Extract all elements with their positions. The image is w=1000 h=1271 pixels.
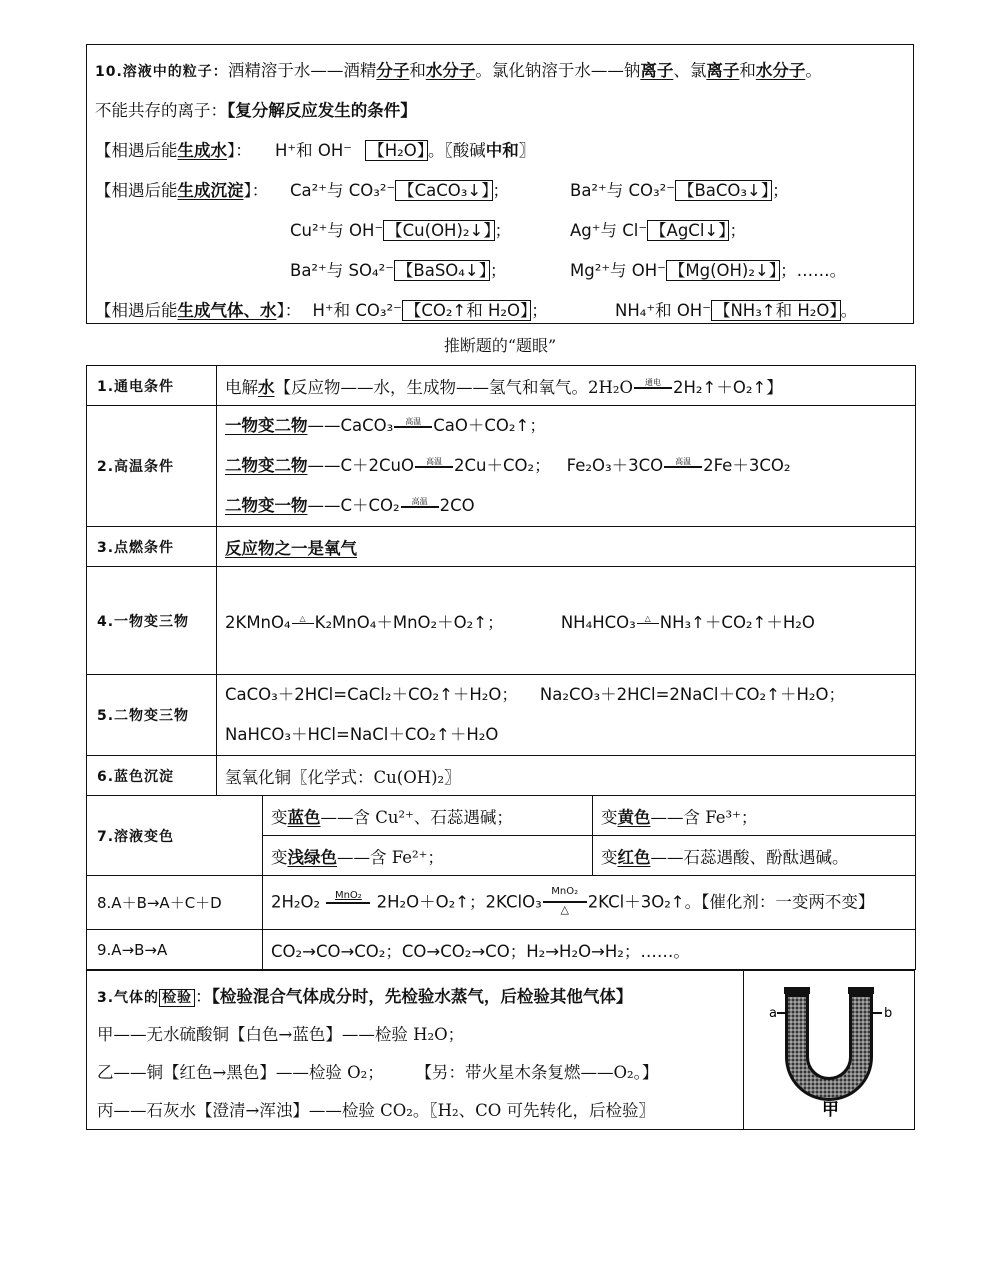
label-a: a	[769, 1006, 777, 1021]
text: NH₃↑＋CO₂↑＋H₂O	[659, 612, 815, 632]
text: 】：	[243, 181, 269, 200]
table-row	[87, 567, 916, 675]
label-b: b	[884, 1006, 893, 1021]
gas-pair	[615, 297, 857, 321]
row-label: 9.A→B→A	[87, 930, 263, 970]
row-label: 6.蓝色沉淀	[87, 756, 217, 796]
text: 【相遇后能	[95, 141, 178, 160]
equation-line	[225, 406, 907, 446]
keyword: 水	[258, 377, 275, 397]
precipitate-line-1	[95, 177, 268, 201]
text: 2KCl＋3O₂↑。【催化剂：一变两不变】	[587, 892, 875, 911]
precipitate-pair	[570, 177, 789, 201]
product-box: 【CaCO₃↓】	[395, 180, 492, 201]
keyword: 【复分解反应发生的条件】	[227, 101, 417, 120]
text: 、氯	[673, 61, 707, 80]
ions: Ba²⁺与 CO₃²⁻	[570, 181, 675, 200]
text: Fe₂O₃＋3CO	[566, 456, 664, 475]
text: 2H₂↑＋O₂↑】	[673, 377, 783, 397]
text: ；	[531, 301, 548, 320]
ions: NH₄⁺和 OH⁻	[615, 301, 711, 320]
precipitate-pair	[290, 217, 511, 241]
equation-line	[225, 446, 907, 486]
row-content	[263, 876, 916, 930]
text: 】：	[276, 301, 302, 320]
keyword: 浅绿色	[287, 847, 337, 867]
precipitate-pair	[290, 177, 509, 201]
product-box: 【Mg(OH)₂↓】	[666, 260, 780, 281]
reaction-condition	[326, 889, 370, 904]
text: ；	[772, 181, 789, 200]
gas-water-line	[95, 297, 548, 321]
text: 2H₂O₂	[271, 892, 321, 911]
row-label: 3.点燃条件	[87, 527, 217, 567]
product-box: 【NH₃↑和 H₂O】	[711, 300, 841, 321]
text: 〗	[518, 141, 536, 160]
keyword: 蓝色	[287, 807, 321, 827]
ions: H⁺和 OH⁻	[275, 141, 352, 160]
reaction-condition	[292, 613, 314, 624]
color-cell	[593, 796, 916, 836]
keyword: 生成水	[177, 141, 227, 160]
text: NH₄HCO₃	[560, 612, 636, 632]
keyword: 离子	[706, 61, 740, 80]
coexist-line	[95, 97, 417, 121]
equation-line	[225, 486, 907, 526]
keyword: 生成沉淀	[177, 181, 244, 200]
gas-title-line	[97, 983, 632, 1007]
text: 。	[840, 301, 858, 320]
text: ；	[729, 221, 746, 240]
u-tube-icon	[744, 971, 914, 1129]
text: 2KMnO₄	[225, 612, 291, 632]
gas-line-3: 丙——石灰水【澄清→浑浊】——检验 CO₂。〖H₂、CO 可先转化，后检验〗	[97, 1101, 655, 1120]
text: CaCO₃＋2HCl=CaCl₂＋CO₂↑＋H₂O；	[225, 685, 518, 704]
text: 不能共存的离子：	[95, 101, 227, 120]
reaction-condition	[401, 496, 439, 508]
text: 和	[739, 61, 756, 80]
table-row	[87, 796, 916, 836]
keyword: 【检验混合气体成分时，先检验水蒸气，后检验其他气体】	[211, 987, 633, 1006]
particles-section	[86, 44, 914, 324]
row-label: 8.A＋B→A＋C＋D	[87, 876, 263, 930]
ions: Mg²⁺与 OH⁻	[570, 261, 666, 280]
text: ——含 Fe³⁺；	[650, 807, 758, 827]
ions: Ag⁺与 Cl⁻	[570, 221, 648, 240]
gas-title: 3.气体的	[97, 990, 160, 1006]
condition-label: △	[299, 613, 306, 623]
color-cell	[593, 836, 916, 876]
table-row	[87, 366, 916, 406]
keyword: 红色	[617, 847, 651, 867]
text: 【反应物——水，生成物——氢气和氧气。2H₂O	[274, 377, 634, 397]
page-title: 推断题的“题眼”	[443, 336, 557, 355]
color-cell	[263, 796, 593, 836]
condition-label: MnO₂	[551, 885, 579, 897]
row-label: 4.一物变三物	[87, 567, 217, 675]
reaction-condition	[543, 885, 587, 918]
text: ——C＋2CuO	[307, 456, 414, 475]
table-row	[87, 406, 916, 527]
gas-detection-text	[87, 971, 744, 1129]
row-content	[217, 527, 916, 567]
keyword: 反应物之一是氧气	[225, 538, 357, 558]
row-content	[217, 366, 916, 406]
table-row	[87, 876, 916, 930]
row-label: 2.高温条件	[87, 406, 217, 527]
text: 。氯化钠溶于水——钠	[475, 61, 641, 80]
color-cell	[263, 836, 593, 876]
product-box: 【AgCl↓】	[647, 220, 729, 241]
ions: H⁺和 CO₃²⁻	[312, 301, 402, 320]
condition-label: MnO₂	[334, 889, 362, 901]
keyword: 水分子	[755, 61, 806, 80]
text: CaO＋CO₂↑；	[433, 416, 546, 435]
particles-title: 10.溶液中的粒子：	[95, 64, 228, 80]
particles-line	[95, 57, 822, 81]
text: 】：	[227, 141, 252, 160]
text: ：	[195, 987, 212, 1006]
text: 和	[409, 61, 426, 80]
table-row	[87, 675, 916, 756]
precipitate-pair	[570, 217, 746, 241]
text: 酒精溶于水——酒精	[227, 61, 377, 80]
gas-detection-section	[86, 970, 915, 1130]
text: ——C＋CO₂	[307, 496, 400, 515]
water-line	[95, 137, 535, 161]
delta-icon: △	[560, 902, 569, 916]
gas-line-1: 甲——无水硫酸铜【白色→蓝色】——检验 H₂O；	[97, 1025, 465, 1044]
inference-table	[86, 365, 916, 970]
ions: Ba²⁺与 SO₄²⁻	[290, 261, 394, 280]
text: ；……。	[780, 261, 847, 280]
condition-label: △	[644, 613, 651, 623]
text: 电解	[225, 377, 258, 397]
text: 。〖酸碱	[427, 141, 486, 160]
text: 【相遇后能	[95, 301, 178, 320]
row-label: 7.溶液变色	[87, 796, 263, 876]
text: 【相遇后能	[95, 181, 178, 200]
text: 变	[601, 847, 618, 867]
precipitate-pair	[570, 257, 846, 281]
text: ；	[494, 221, 512, 240]
figure-label: 甲	[822, 1100, 839, 1120]
equation-line	[225, 675, 907, 715]
text: ——CaCO₃	[307, 416, 394, 435]
condition-label: 通电	[645, 378, 662, 387]
condition-label: 高温	[426, 456, 442, 466]
keyword: 中和	[485, 141, 519, 160]
reaction-condition	[634, 378, 672, 389]
reaction-condition	[394, 416, 432, 428]
ions: Cu²⁺与 OH⁻	[290, 221, 384, 240]
text: 2Cu＋CO₂；	[454, 456, 551, 475]
keyword: 生成气体、水	[177, 301, 277, 320]
keyword: 二物变二物	[225, 456, 308, 475]
title-box: 检验	[159, 989, 195, 1007]
ions: Ca²⁺与 CO₃²⁻	[290, 181, 396, 200]
row-label: 1.通电条件	[87, 366, 217, 406]
text: 变	[271, 807, 288, 827]
product-box: 【CO₂↑和 H₂O】	[402, 300, 531, 321]
row-label: 5.二物变三物	[87, 675, 217, 756]
keyword: 分子	[376, 61, 410, 80]
gas-line-2	[97, 1059, 658, 1083]
precipitate-pair	[290, 257, 507, 281]
table-row	[87, 756, 916, 796]
text: 2H₂O＋O₂↑；2KClO₃	[376, 892, 542, 911]
condition-label: 高温	[411, 496, 428, 506]
text: K₂MnO₄＋MnO₂＋O₂↑；	[314, 612, 504, 632]
reaction-condition	[637, 613, 659, 624]
product-box: 【BaSO₄↓】	[394, 260, 490, 281]
text: 【另：带火星木条复燃——O₂。】	[423, 1063, 659, 1082]
keyword: 二物变一物	[225, 496, 308, 515]
equation-line: NaHCO₃＋HCl=NaCl＋CO₂↑＋H₂O	[225, 725, 499, 744]
row-content	[217, 567, 916, 675]
u-tube-figure	[744, 971, 914, 1129]
text: 变	[601, 807, 618, 827]
product-box: 【H₂O】	[365, 140, 428, 161]
keyword: 离子	[640, 61, 674, 80]
text: ——含 Cu²⁺、石蕊遇碱；	[320, 807, 513, 827]
product-box: 【BaCO₃↓】	[675, 180, 772, 201]
text: Na₂CO₃＋2HCl=2NaCl＋CO₂↑＋H₂O；	[539, 685, 845, 704]
table-row	[87, 527, 916, 567]
keyword: 水分子	[425, 61, 476, 80]
text: 2Fe＋3CO₂	[703, 456, 791, 475]
row-content	[217, 675, 916, 756]
text: 2CO	[439, 496, 475, 515]
row-content	[217, 406, 916, 527]
keyword: 黄色	[617, 807, 651, 827]
row-content: 氢氧化铜〖化学式：Cu(OH)₂〗	[217, 756, 916, 796]
table-row	[87, 930, 916, 970]
product-box: 【Cu(OH)₂↓】	[383, 220, 494, 241]
reaction-condition	[415, 456, 453, 468]
text: ；	[492, 181, 509, 200]
keyword: 一物变二物	[225, 416, 308, 435]
text: 乙——铜【红色→黑色】——检验 O₂；	[97, 1063, 384, 1082]
text: 变	[271, 847, 288, 867]
text: ——含 Fe²⁺；	[337, 847, 444, 867]
text: 。	[805, 61, 822, 80]
row-content: CO₂→CO→CO₂；CO→CO₂→CO；H₂→H₂O→H₂；……。	[263, 930, 916, 970]
text: ——石蕊遇酸、酚酞遇碱。	[650, 847, 849, 867]
condition-label: 高温	[675, 456, 692, 466]
reaction-condition	[664, 456, 702, 468]
condition-label: 高温	[405, 416, 422, 426]
text: ；	[490, 261, 507, 280]
